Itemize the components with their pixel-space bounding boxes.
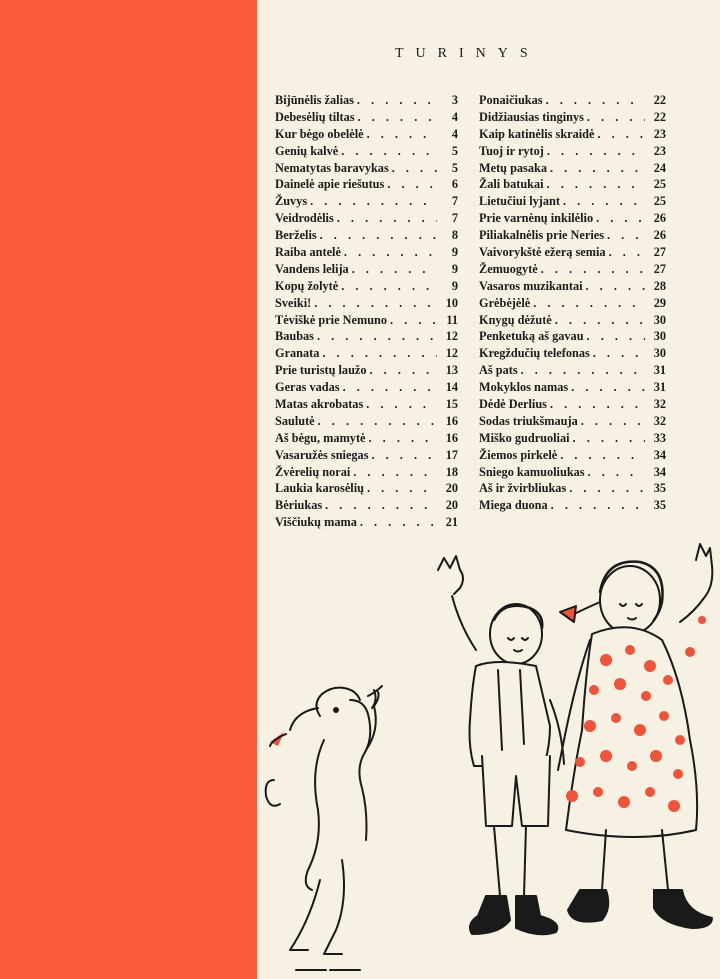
toc-entry-page: 33	[653, 430, 666, 445]
toc-entry	[275, 329, 458, 346]
toc-dot-leader	[358, 110, 437, 125]
toc-dot-leader	[343, 380, 437, 395]
toc-entry-page: 13	[445, 363, 458, 378]
toc-entry-title: Knygų dėžutė	[479, 312, 552, 327]
toc-entry-title: Miega duona	[479, 498, 548, 513]
toc-entry-title: Mokyklos namas	[479, 380, 569, 395]
toc-entry	[479, 127, 666, 144]
toc-entry	[479, 177, 666, 194]
toc-dot-leader	[609, 245, 645, 260]
toc-dot-leader	[370, 363, 437, 378]
toc-entry-title: Lietučiui lyjant	[479, 194, 560, 209]
toc-entry-page: 35	[653, 498, 666, 513]
toc-dot-leader	[314, 296, 437, 311]
toc-entry	[275, 296, 458, 313]
toc-dot-leader	[547, 177, 645, 192]
toc-entry	[275, 161, 458, 178]
page-title: TURINYS	[395, 46, 540, 61]
toc-entry-title: Penketuką aš gavau	[479, 329, 584, 344]
toc-entry-page: 4	[451, 109, 458, 124]
toc-dot-leader	[352, 262, 437, 277]
orange-side-band	[0, 0, 257, 979]
toc-entry	[275, 414, 458, 431]
toc-dot-leader	[550, 397, 645, 412]
toc-dot-leader	[390, 313, 437, 328]
toc-entry-page: 12	[445, 329, 458, 344]
toc-entry-page: 22	[653, 93, 666, 107]
toc-column-left	[275, 93, 458, 532]
toc-entry	[275, 211, 458, 228]
toc-dot-leader	[551, 498, 645, 513]
toc-entry	[479, 279, 666, 296]
toc-entry	[275, 262, 458, 279]
toc-entry-page: 28	[653, 278, 666, 293]
toc-entry	[479, 245, 666, 262]
toc-entry-page: 16	[445, 430, 458, 445]
toc-dot-leader	[569, 481, 645, 496]
children-and-dog-illustration	[250, 530, 720, 979]
toc-dot-leader	[341, 279, 437, 294]
toc-dot-leader	[367, 481, 437, 496]
girl-icon	[558, 544, 712, 928]
toc-entry-page: 17	[445, 447, 458, 462]
toc-entry-title: Žuvys	[275, 194, 308, 209]
toc-entry-page: 26	[653, 211, 666, 226]
toc-entry-page: 27	[653, 245, 666, 260]
toc-dot-leader	[344, 245, 437, 260]
toc-dot-leader	[550, 161, 645, 176]
toc-entry	[275, 346, 458, 363]
toc-dot-leader	[588, 465, 645, 480]
toc-entry	[275, 448, 458, 465]
toc-entry-title: Dėdė Derlius	[479, 397, 547, 412]
toc-entry-title: Kopų žolytė	[275, 278, 339, 293]
toc-entry	[479, 363, 666, 380]
toc-entry-page: 22	[653, 109, 666, 124]
toc-entry-title: Sveiki!	[275, 295, 312, 310]
toc-entry-page: 30	[653, 346, 666, 361]
toc-entry	[275, 431, 458, 448]
toc-entry-title: Vasaružės sniegas	[275, 447, 369, 462]
toc-dot-leader	[353, 465, 437, 480]
toc-entry	[275, 245, 458, 262]
toc-dot-leader	[587, 329, 645, 344]
toc-dot-leader	[533, 296, 645, 311]
toc-entry-page: 5	[451, 160, 458, 175]
toc-entry-title: Laukia karosėlių	[275, 481, 364, 496]
toc-entry-page: 9	[451, 245, 458, 260]
toc-entry	[275, 397, 458, 414]
toc-entry-page: 32	[653, 397, 666, 412]
toc-entry-page: 21	[445, 515, 458, 530]
toc-entry-page: 9	[451, 261, 458, 276]
toc-entry-title: Dainelė apie riešutus	[275, 177, 385, 192]
toc-dot-leader	[587, 110, 645, 125]
toc-entry-title: Didžiausias tinginys	[479, 109, 584, 124]
toc-entry	[275, 110, 458, 127]
toc-entry	[275, 177, 458, 194]
toc-entry-page: 34	[653, 464, 666, 479]
toc-entry	[479, 481, 666, 498]
toc-dot-leader	[392, 161, 437, 176]
toc-dot-leader	[521, 363, 645, 378]
toc-entry-page: 7	[451, 211, 458, 226]
toc-entry	[275, 279, 458, 296]
toc-entry-title: Geras vadas	[275, 380, 340, 395]
toc-entry-title: Žiemos pirkelė	[479, 447, 558, 462]
toc-dot-leader	[367, 127, 437, 142]
dog-icon	[266, 686, 382, 970]
toc-entry-page: 31	[653, 363, 666, 378]
toc-dot-leader	[581, 414, 645, 429]
toc-dot-leader	[318, 414, 437, 429]
toc-dot-leader	[560, 448, 645, 463]
toc-entry-page: 30	[653, 329, 666, 344]
toc-dot-leader	[571, 380, 645, 395]
toc-dot-leader	[593, 346, 645, 361]
toc-entry-title: Raiba antelė	[275, 245, 341, 260]
toc-entry-page: 7	[451, 194, 458, 209]
toc-entry	[479, 397, 666, 414]
toc-entry	[275, 363, 458, 380]
toc-entry	[275, 194, 458, 211]
toc-entry-title: Žali batukai	[479, 177, 544, 192]
toc-entry-title: Viščiukų mama	[275, 515, 357, 530]
toc-entry-title: Berželis	[275, 228, 317, 243]
toc-dot-leader	[586, 279, 645, 294]
toc-dot-leader	[563, 194, 645, 209]
toc-entry	[275, 144, 458, 161]
toc-entry-title: Aš bėgu, mamytė	[275, 430, 366, 445]
toc-entry	[479, 346, 666, 363]
toc-entry-page: 6	[451, 177, 458, 192]
toc-entry-page: 25	[653, 194, 666, 209]
toc-entry-page: 20	[445, 481, 458, 496]
toc-entry	[479, 262, 666, 279]
toc-dot-leader	[369, 431, 437, 446]
toc-entry	[479, 144, 666, 161]
toc-dot-leader	[541, 262, 645, 277]
toc-entry-page: 11	[446, 312, 458, 327]
boy-icon	[438, 556, 564, 934]
toc-entry	[275, 127, 458, 144]
toc-dot-leader	[555, 313, 645, 328]
toc-entry-title: Nematytas baravykas	[275, 160, 389, 175]
toc-dot-leader	[322, 346, 437, 361]
toc-dot-leader	[607, 228, 645, 243]
toc-entry-page: 26	[653, 228, 666, 243]
toc-entry-page: 32	[653, 413, 666, 428]
toc-entry-page: 18	[445, 464, 458, 479]
toc-dot-leader	[360, 515, 437, 530]
toc-entry	[479, 498, 666, 515]
toc-entry-page: 4	[451, 126, 458, 141]
toc-entry-title: Tėviškė prie Nemuno	[275, 312, 388, 327]
toc-dot-leader	[546, 93, 645, 108]
toc-dot-leader	[317, 329, 437, 344]
toc-entry-page: 25	[653, 177, 666, 192]
toc-entry-title: Kaip katinėlis skraidė	[479, 126, 595, 141]
toc-entry	[479, 110, 666, 127]
toc-dot-leader	[310, 194, 437, 209]
toc-dot-leader	[337, 211, 437, 226]
toc-entry	[479, 380, 666, 397]
toc-entry-page: 3	[451, 93, 458, 107]
toc-entry	[479, 93, 666, 110]
toc-entry	[479, 313, 666, 330]
toc-entry-title: Piliakalnėlis prie Neries	[479, 228, 605, 243]
toc-entry-page: 23	[653, 126, 666, 141]
toc-entry-title: Aš pats	[479, 363, 518, 378]
toc-entry-title: Matas akrobatas	[275, 397, 364, 412]
toc-entry-title: Bijūnėlis žalias	[275, 93, 354, 107]
toc-entry-title: Kregždučių telefonas	[479, 346, 590, 361]
toc-entry-title: Vaivorykštė ežerą semia	[479, 245, 606, 260]
toc-entry-page: 16	[445, 413, 458, 428]
toc-entry	[479, 296, 666, 313]
toc-dot-leader	[320, 228, 437, 243]
toc-entry	[275, 313, 458, 330]
toc-entry	[479, 194, 666, 211]
toc-dot-leader	[387, 177, 437, 192]
toc-entry-page: 35	[653, 481, 666, 496]
toc-dot-leader	[366, 397, 437, 412]
toc-entry-title: Prie varnėnų inkilėlio	[479, 211, 594, 226]
toc-entry-title: Žvėrelių norai	[275, 464, 351, 479]
toc-entry-page: 14	[445, 380, 458, 395]
toc-entry-title: Aš ir žvirbliukas	[479, 481, 567, 496]
toc-entry-title: Grėbėjėlė	[479, 295, 531, 310]
toc-dot-leader	[573, 431, 645, 446]
toc-dot-leader	[325, 498, 437, 513]
toc-entry-title: Sodas triukšmauja	[479, 413, 578, 428]
toc-entry-page: 24	[653, 160, 666, 175]
toc-entry	[479, 414, 666, 431]
toc-entry-title: Saulutė	[275, 413, 315, 428]
toc-entry-title: Žemuogytė	[479, 261, 538, 276]
toc-entry-title: Granata	[275, 346, 320, 361]
toc-dot-leader	[547, 144, 645, 159]
toc-entry-title: Prie turistų laužo	[275, 363, 367, 378]
toc-entry-title: Bėriukas	[275, 498, 323, 513]
toc-dot-leader	[341, 144, 437, 159]
toc-entry-title: Vasaros muzikantai	[479, 278, 583, 293]
toc-entry-title: Miško gudruoliai	[479, 430, 570, 445]
toc-entry	[479, 431, 666, 448]
toc-entry-title: Debesėlių tiltas	[275, 109, 355, 124]
toc-entry-page: 27	[653, 261, 666, 276]
toc-entry	[275, 481, 458, 498]
toc-entry-page: 15	[445, 397, 458, 412]
toc-entry	[275, 93, 458, 110]
toc-entry	[479, 161, 666, 178]
toc-dot-leader	[372, 448, 438, 463]
toc-entry-page: 30	[653, 312, 666, 327]
toc-entry	[275, 228, 458, 245]
toc-entry-page: 31	[653, 380, 666, 395]
toc-entry-title: Vandens lelija	[275, 261, 349, 276]
toc-entry-page: 34	[653, 447, 666, 462]
toc-entry-page: 5	[451, 143, 458, 158]
toc-entry-page: 23	[653, 143, 666, 158]
toc-entry	[275, 465, 458, 482]
toc-entry-title: Ponaičiukas	[479, 93, 543, 107]
toc-entry	[479, 329, 666, 346]
toc-dot-leader	[597, 127, 645, 142]
toc-entry-title: Kur bėgo obelėlė	[275, 126, 364, 141]
toc-entry	[275, 498, 458, 515]
toc-entry	[275, 380, 458, 397]
toc-entry-page: 10	[445, 295, 458, 310]
toc-entry-title: Metų pasaka	[479, 160, 547, 175]
toc-entry	[479, 228, 666, 245]
toc-entry-page: 12	[445, 346, 458, 361]
toc-entry	[479, 465, 666, 482]
toc-entry-page: 8	[451, 228, 458, 243]
toc-entry	[479, 448, 666, 465]
toc-entry	[479, 211, 666, 228]
toc-column-right	[479, 93, 666, 515]
toc-dot-leader	[596, 211, 645, 226]
toc-entry-page: 9	[451, 278, 458, 293]
toc-entry-title: Genių kalvė	[275, 143, 339, 158]
toc-entry-title: Baubas	[275, 329, 314, 344]
toc-entry-title: Sniego kamuoliukas	[479, 464, 585, 479]
toc-entry-page: 29	[653, 295, 666, 310]
toc-entry-title: Tuoj ir rytoj	[479, 143, 544, 158]
toc-entry-page: 20	[445, 498, 458, 513]
toc-entry-title: Veidrodėlis	[275, 211, 334, 226]
toc-dot-leader	[357, 93, 437, 108]
